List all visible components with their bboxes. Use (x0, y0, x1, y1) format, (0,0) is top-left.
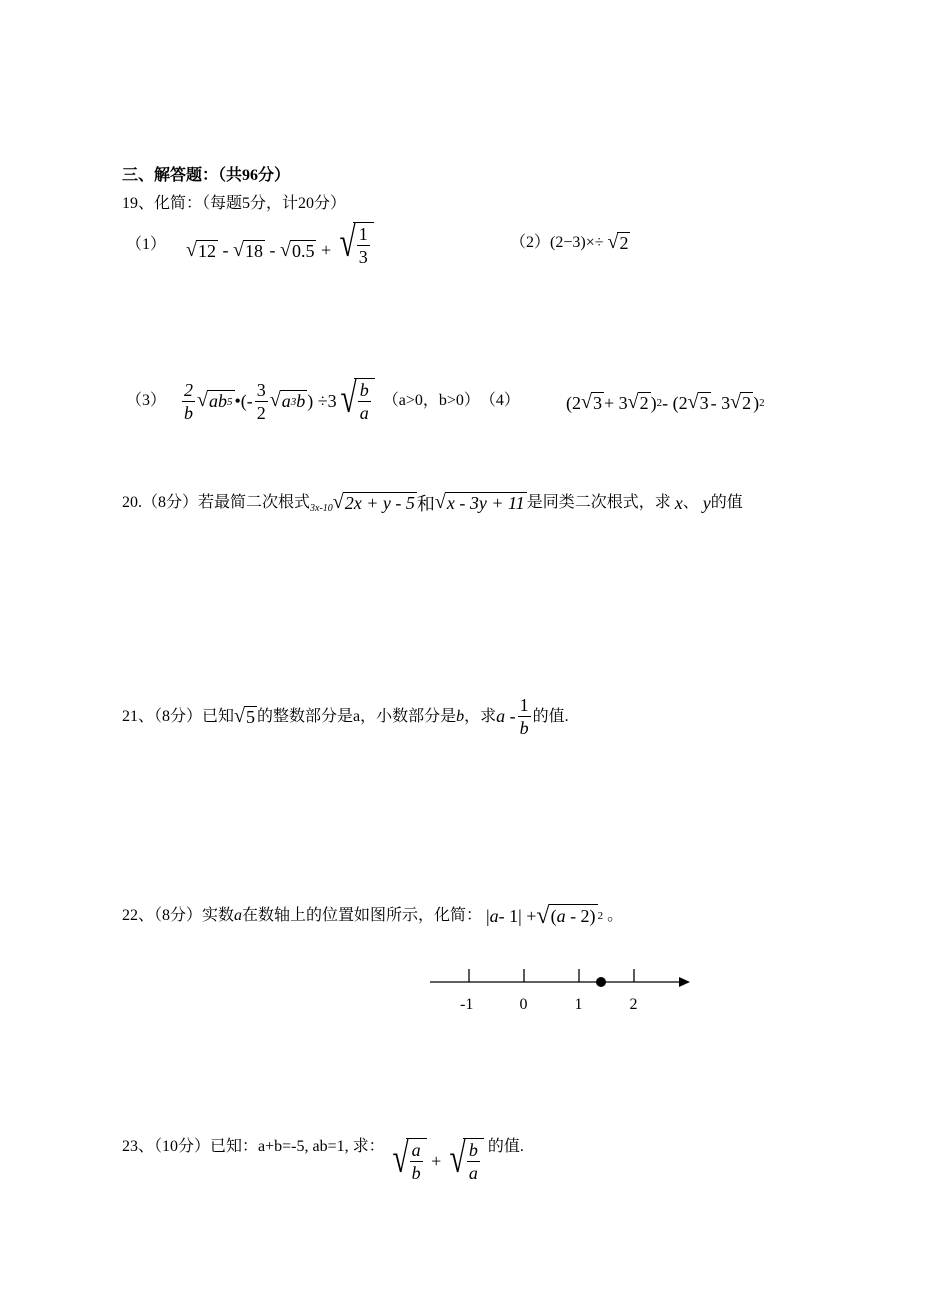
q21-ask: ，求 (464, 707, 497, 725)
q19-p3-cond: （a>0，b>0） (382, 392, 480, 409)
q20-var-x: x (674, 492, 683, 513)
q19-part1 (126, 222, 374, 268)
q22-prefix: 22、（8分）实数 (122, 907, 235, 924)
q20-radical2: √ x - 3y + 11 (434, 491, 525, 513)
q19-p3-label: （3） (126, 392, 167, 409)
q22-var-a: a (234, 907, 243, 924)
q22 (122, 904, 623, 928)
number-line-arrow (679, 977, 690, 987)
q21-expr: a - $\frac{1}{b}$ (496, 695, 529, 738)
q19-p4-expr: (2 √ 3 + 3 √ 2 ) 2 - (2 √ 3 - 3 √ 2 ) 2 (566, 391, 765, 413)
q23 (122, 1110, 524, 1184)
q19-part3 (126, 378, 520, 424)
q19-p1-expr: √ 12 - √ 18 - √ 0.5 + √ $\frac{1}{3}$ (186, 222, 374, 268)
q20-end: 的值 (710, 494, 743, 511)
q21-end: 的值. (532, 707, 569, 725)
q21 (122, 694, 569, 739)
q19-p3-expr: $\frac{2}{b}$ √ ab 5 •(- $\frac{3}{2}$ √ a 3 b ) ÷3 √ $\frac{b}{a}$ (180, 378, 375, 424)
number-line-tick-label: -1 (460, 996, 474, 1013)
q19-p2-text: (2−3)×÷ (550, 234, 604, 251)
q20-suffix: 是同类二次根式，求 (526, 494, 671, 511)
q19-p2-sqrt2: √ 2 (607, 231, 629, 253)
q23-prefix: 23、（10分）已知：a+b=-5, ab=1, 求： (122, 1138, 385, 1155)
q21-var-b: b (456, 707, 465, 725)
q19-p1-label: （1） (126, 236, 167, 253)
q21-mid: 的整数部分是a，小数部分是 (257, 707, 457, 725)
q20-radical1: √ 2x + y - 5 (332, 491, 415, 513)
q22-mid: 在数轴上的位置如图所示，化简： (242, 907, 483, 924)
q20-sep: 、 (682, 494, 699, 511)
q19-p2-label: （2） (510, 234, 551, 251)
q21-sqrt5: √ 5 (234, 704, 255, 727)
q23-end: 的值. (487, 1138, 524, 1155)
q22-end: 。 (607, 907, 624, 924)
number-line (428, 962, 698, 1022)
q19-p4-label: （4） (479, 392, 520, 409)
q22-expr: | a - 1| + √ ( a - 2) 2 (486, 903, 604, 929)
q20-joiner: 和 (416, 494, 435, 514)
q20 (122, 490, 743, 516)
number-line-point-a (596, 977, 606, 987)
q20-var-y: y (702, 492, 711, 513)
number-line-tick-label: 2 (629, 996, 638, 1013)
q20-index: 3x-10 (310, 503, 333, 514)
q20-prefix: 20.（8分）若最简二次根式 (122, 494, 311, 511)
number-line-svg (428, 962, 698, 992)
q21-prefix: 21、（8分）已知 (122, 707, 235, 725)
q23-expr: √ $\frac{a}{b}$ + √ $\frac{b}{a}$ (389, 1138, 484, 1184)
q19-part2 (510, 232, 630, 254)
number-line-tick-label: 1 (574, 996, 583, 1013)
section-title: 三、解答题：（共96分） (122, 167, 291, 184)
number-line-tick-label: 0 (519, 996, 528, 1013)
q19-stem: 19、化简：（每题5分，计20分） (122, 195, 347, 212)
